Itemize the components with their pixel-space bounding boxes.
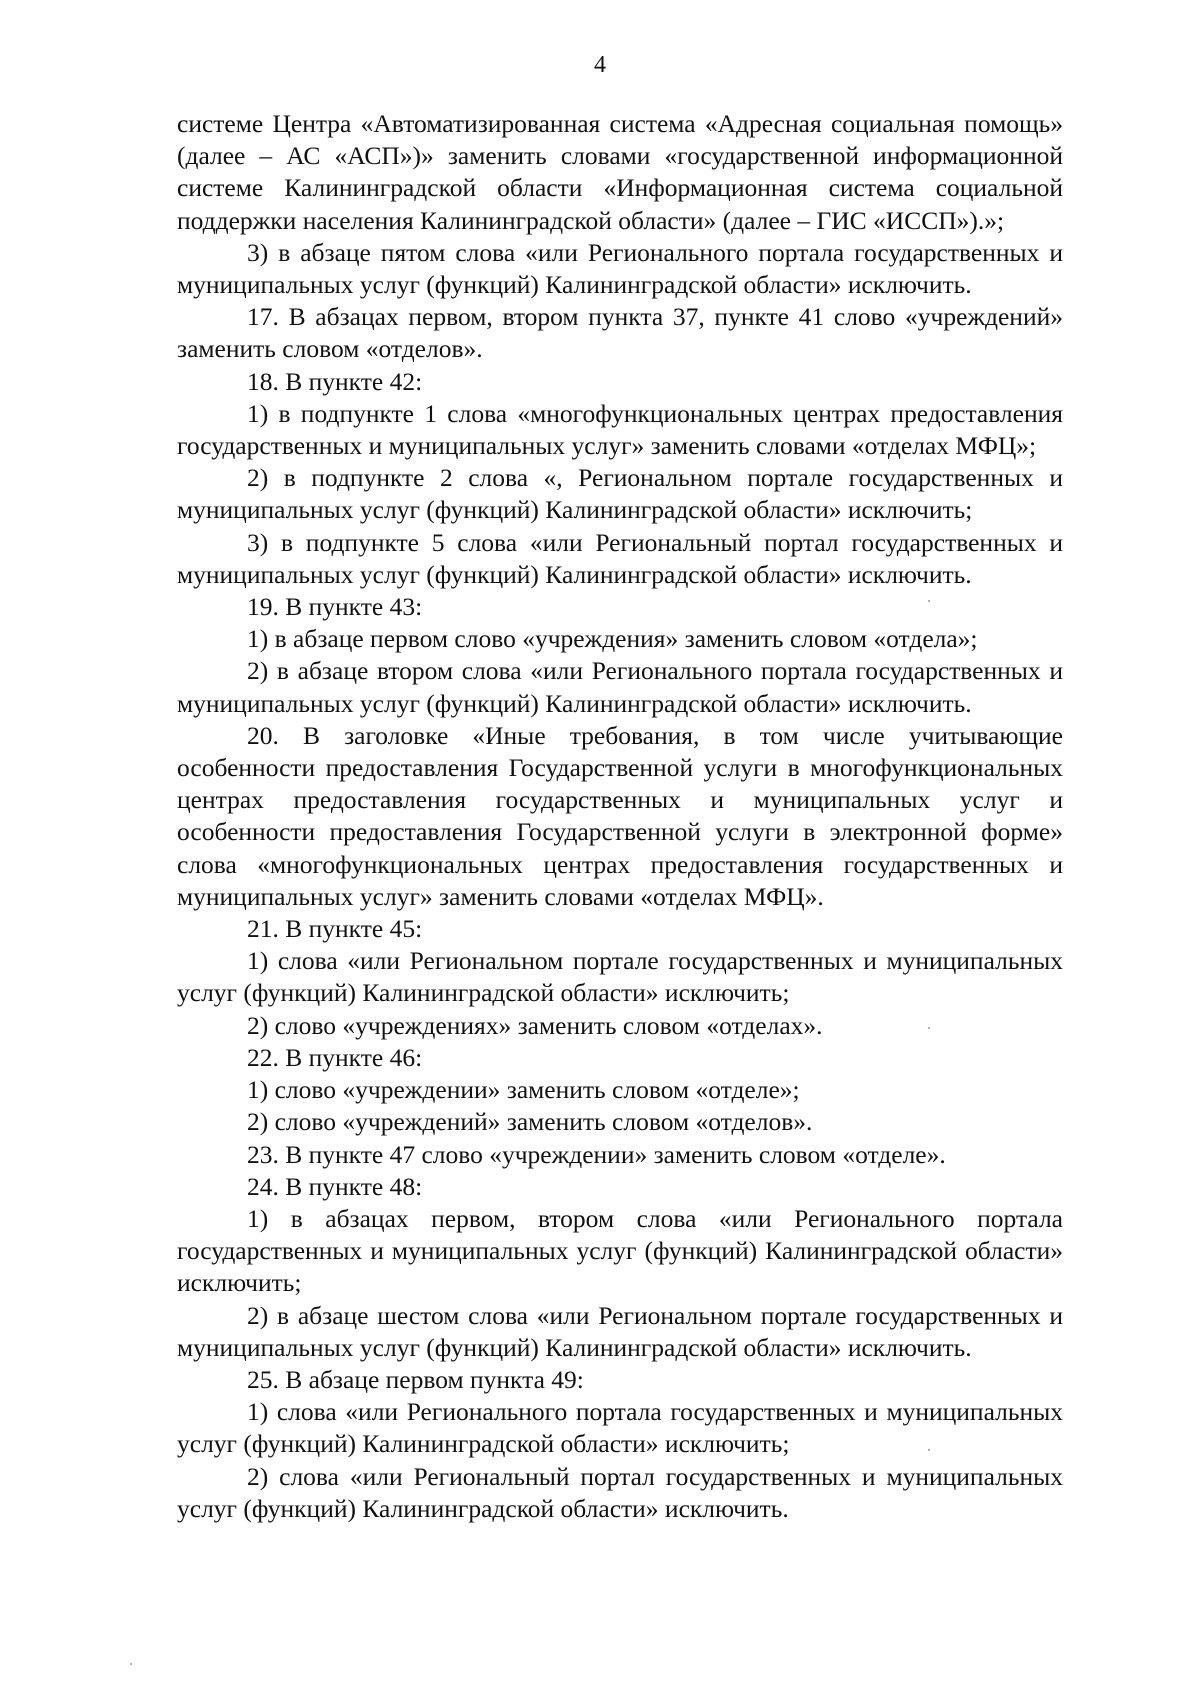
paragraph: системе Центра «Автоматизированная система «Адресная социальная помощь» (далее – АС «АСП»)» заменить словами «государственной информационной системе Калининградской области «Информационная система социальной поддержки населения Калининградской области» (далее – ГИС «ИССП»).»; (177, 109, 1063, 235)
paragraph: 1) слово «учреждении» заменить словом «отделе»; (247, 1075, 800, 1105)
paragraph: 17. В абзацах первом, втором пункта 37, пункте 41 слово «учреждений» заменить словом «отделов». (177, 302, 1063, 364)
paragraph: 24. В пункте 48: (247, 1171, 423, 1201)
scan-speck (928, 1027, 930, 1029)
paragraph: 1) слова «или Региональном портале государственных и муниципальных услуг (функций) Калининградской области» исключить; (177, 946, 1063, 1008)
paragraph: 21. В пункте 45: (247, 914, 423, 944)
document-body (177, 108, 1063, 1525)
paragraph: 20. В заголовке «Иные требования, в том числе учитывающие особенности предоставления Государственной услуги в многофункциональных центрах предоставления государственных и муниципальных услуг и особенности предоставления Государственной услуги в электронной форме» слова «многофункциональных центрах предоставления государственных и муниципальных услуг» заменить словами «отделах МФЦ». (177, 720, 1063, 911)
paragraph: 1) в абзацах первом, втором слова «или Регионального портала государственных и муниципальных услуг (функций) Калининградской области» исключить; (177, 1203, 1063, 1298)
scan-speck (928, 1449, 930, 1451)
paragraph: 2) в абзаце втором слова «или Регионального портала государственных и муниципальных услуг (функций) Калининградской области» исключить. (177, 656, 1063, 718)
paragraph: 1) слова «или Регионального портала государственных и муниципальных услуг (функций) Калининградской области» исключить; (177, 1397, 1063, 1459)
paragraph: 1) в подпункте 1 слова «многофункциональных центрах предоставления государственных и муниципальных услуг» заменить словами «отделах МФЦ»; (177, 398, 1063, 461)
paragraph: 22. В пункте 46: (247, 1042, 423, 1072)
paragraph: 1) в абзаце первом слово «учреждения» заменить словом «отдела»; (247, 624, 978, 654)
paragraph: 23. В пункте 47 слово «учреждении» заменить словом «отделе». (247, 1139, 946, 1169)
scan-speck (130, 1663, 132, 1665)
paragraph: 2) в подпункте 2 слова «, Региональном портале государственных и муниципальных услуг (функций) Калининградской области» исключить; (177, 463, 1063, 525)
paragraph: 3) в подпункте 5 слова «или Региональный портал государственных и муниципальных услуг (функций) Калининградской области» исключить. (177, 527, 1063, 589)
paragraph: 25. В абзаце первом пункта 49: (247, 1364, 584, 1394)
paragraph: 2) в абзаце шестом слова «или Региональном портале государственных и муниципальных услуг (функций) Калининградской области» исключить. (177, 1300, 1063, 1362)
paragraph: 2) слова «или Региональный портал государственных и муниципальных услуг (функций) Калининградской области» исключить. (177, 1461, 1063, 1523)
scan-speck (928, 600, 930, 602)
paragraph: 19. В пункте 43: (247, 592, 423, 622)
paragraph: 18. В пункте 42: (247, 366, 423, 396)
paragraph: 3) в абзаце пятом слова «или Регионального портала государственных и муниципальных услуг (функций) Калининградской области» исключить. (177, 237, 1063, 300)
paragraph: 2) слово «учреждений» заменить словом «отделов». (247, 1107, 813, 1137)
paragraph: 2) слово «учреждениях» заменить словом «отделах». (247, 1010, 823, 1040)
page-number: 4 (594, 52, 606, 78)
